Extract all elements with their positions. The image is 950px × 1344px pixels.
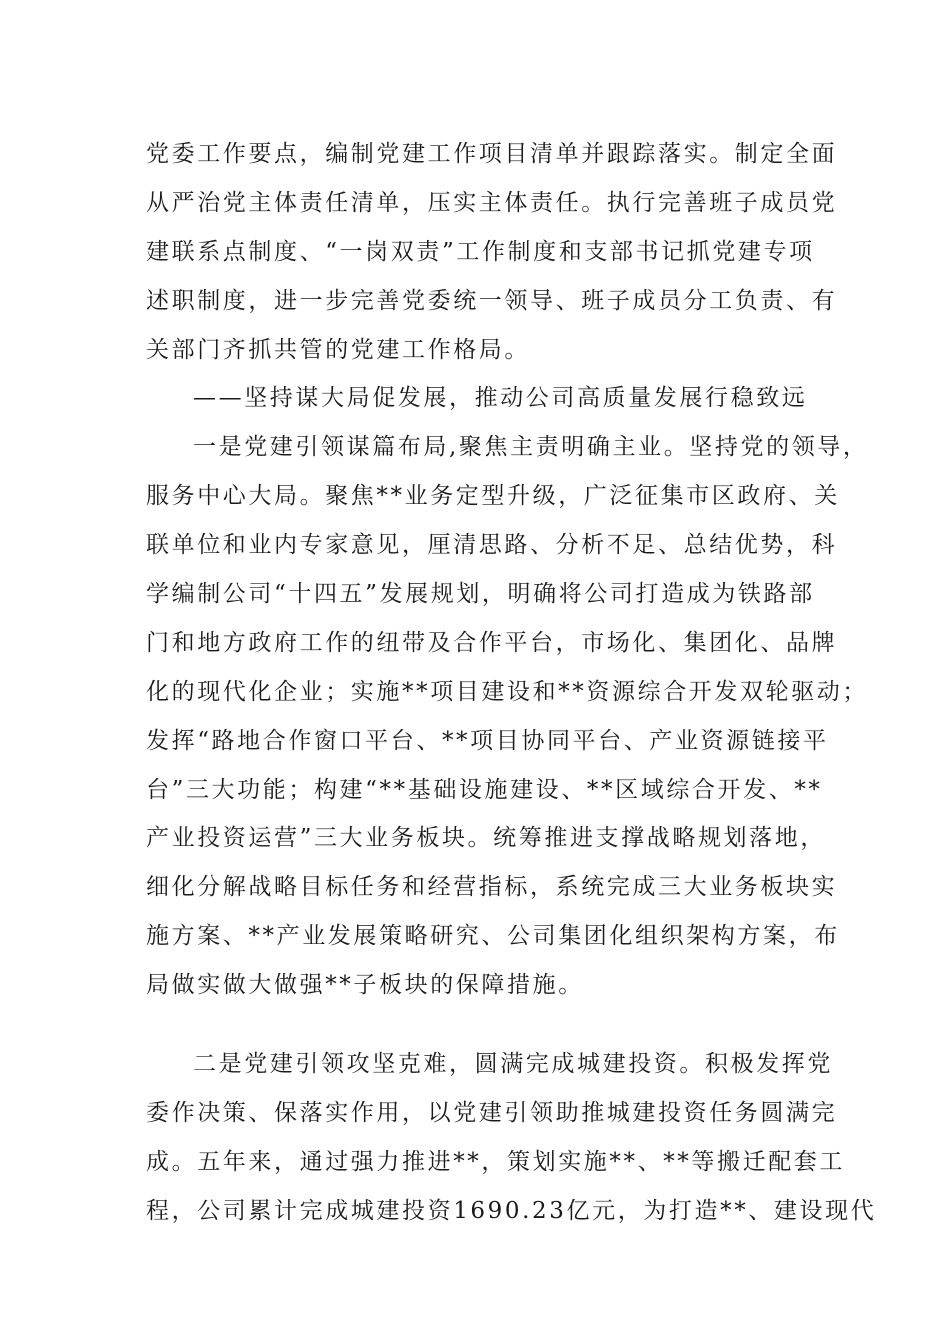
paragraph-2-line: 门和地方政府工作的纽带及合作平台，市场化、集团化、品牌 [146, 629, 838, 656]
paragraph-2-line: 服务中心大局。聚焦**业务定型升级，广泛征集市区政府、关 [146, 483, 840, 510]
paragraph-3-line: 成。五年来，通过强力推进**，策划实施**、**等搬迁配套工 [146, 1148, 845, 1175]
paragraph-2-line: 发挥“路地合作窗口平台、**项目协同平台、产业资源链接平 [146, 727, 829, 754]
paragraph-2-line: 产业投资运营”三大业务板块。统筹推进支撑战略规划落地， [146, 825, 826, 852]
paragraph-spacer [146, 1010, 826, 1040]
paragraph-1-line: 建联系点制度、“一岗双责”工作制度和支部书记抓党建专项 [146, 238, 815, 265]
paragraph-3-line: 二是党建引领攻坚克难，圆满完成城建投资。积极发挥党 [193, 1051, 833, 1078]
paragraph-1-line: 党委工作要点，编制党建工作项目清单并跟踪落实。制定全面 [146, 141, 838, 167]
paragraph-2-line: 化的现代化企业；实施**项目建设和**资源综合开发双轮驱动； [146, 678, 868, 705]
paragraph-2-line: 细化分解战略目标任务和经营指标，系统完成三大业务板块实 [146, 874, 838, 901]
paragraph-2-line: 学编制公司“十四五”发展规划，明确将公司打造成为铁路部 [146, 581, 815, 608]
paragraph-2-line: 施方案、**产业发展策略研究、公司集团化组织架构方案，布 [146, 923, 840, 950]
paragraph-2-line: 一是党建引领谋篇布局,聚焦主责明确主业。坚持党的领导， [193, 434, 869, 461]
paragraph-2-line: 台”三大功能；构建“**基础设施建设、**区域综合开发、** [146, 776, 823, 803]
paragraph-2-line: 联单位和业内专家意见，厘清思路、分析不足、总结优势，科 [146, 532, 838, 559]
paragraph-2-line: 局做实做大做强**子板块的保障措施。 [146, 972, 584, 999]
section-heading: ——坚持谋大局促发展，推动公司高质量发展行稳致远 [193, 385, 808, 412]
document-body [146, 130, 877, 1236]
paragraph-1-line: 述职制度，进一步完善党委统一领导、班子成员分工负责、有 [146, 287, 838, 314]
paragraph-1-line: 关部门齐抓共管的党建工作格局。 [146, 336, 530, 363]
paragraph-3-line: 程，公司累计完成城建投资1690.23亿元，为打造**、建设现代 [146, 1197, 877, 1224]
paragraph-3-line: 委作决策、保落实作用，以党建引领助推城建投资任务圆满完 [146, 1099, 838, 1126]
paragraph-1-line: 从严治党主体责任清单，压实主体责任。执行完善班子成员党 [146, 189, 838, 216]
